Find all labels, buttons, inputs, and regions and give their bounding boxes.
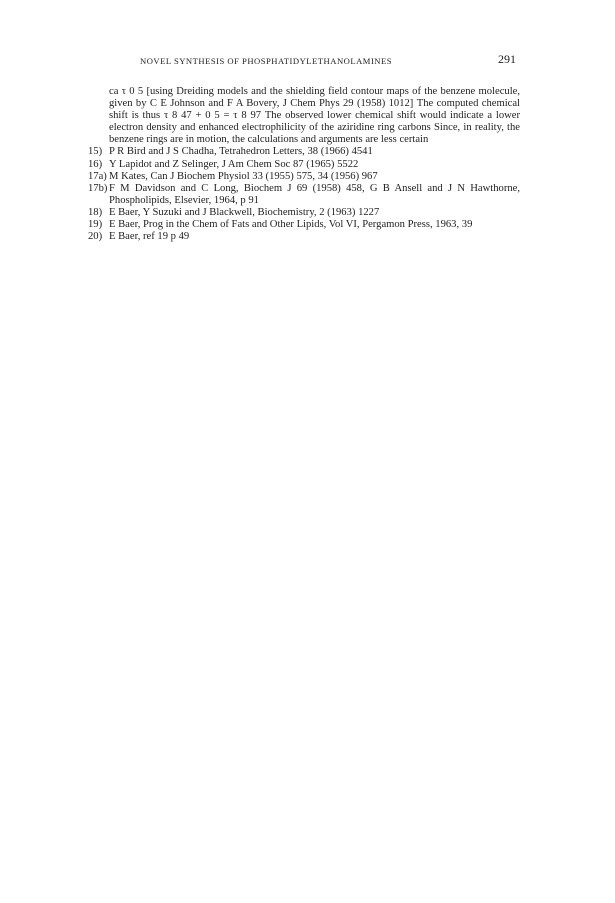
- reference-continuation: [88, 86, 520, 146]
- reference-text: E Baer, Prog in the Chem of Fats and Other Lipids, Vol VI, Pergamon Press, 1963, 39: [109, 219, 473, 231]
- reference-number: 18): [88, 206, 103, 218]
- reference-item: [88, 171, 520, 183]
- reference-item: [88, 207, 520, 219]
- reference-text: E Baer, ref 19 p 49: [109, 231, 190, 243]
- reference-item: [88, 231, 520, 243]
- reference-text: F M Davidson and C Long, Biochem J 69 (1958) 458, G B Ansell and J N Hawthorne, Phospholipids, Elsevier, 1964, p 91: [109, 182, 520, 206]
- reference-text: ca τ 0 5 [using Dreiding models and the shielding field contour maps of the benzene molecule, given by C E Johnson and F A Bovery, J Chem Phys 29 (1958) 1012] The computed chemical shift is thus τ 8 47 + 0 5 = τ 8 97 The observed lower chemical shift would indicate a lower electron density and enhanced electrophilicity of the aziridine ring carbons Since, in reality, the benzene rings are in motion, the calculations and arguments are less certain: [109, 86, 520, 146]
- reference-text: E Baer, Y Suzuki and J Blackwell, Biochemistry, 2 (1963) 1227: [109, 206, 380, 218]
- reference-list: [88, 86, 520, 243]
- running-title: NOVEL SYNTHESIS OF PHOSPHATIDYLETHANOLAMINES: [140, 56, 393, 66]
- reference-text: M Kates, Can J Biochem Physiol 33 (1955) 575, 34 (1956) 967: [109, 170, 378, 182]
- page-number: 291: [498, 52, 516, 66]
- reference-number: 17b): [88, 182, 108, 194]
- reference-text: Y Lapidot and Z Selinger, J Am Chem Soc 87 (1965) 5522: [109, 158, 359, 170]
- reference-number: 17a): [88, 170, 107, 182]
- reference-text: P R Bird and J S Chadha, Tetrahedron Letters, 38 (1966) 4541: [109, 146, 373, 158]
- reference-number: 20): [88, 231, 103, 243]
- reference-item: [88, 159, 520, 171]
- running-header: [0, 48, 615, 70]
- reference-number: 15): [88, 146, 103, 158]
- reference-item: [88, 183, 520, 207]
- reference-item: [88, 146, 520, 158]
- reference-number: 16): [88, 158, 103, 170]
- reference-number: 19): [88, 219, 103, 231]
- reference-item: [88, 219, 520, 231]
